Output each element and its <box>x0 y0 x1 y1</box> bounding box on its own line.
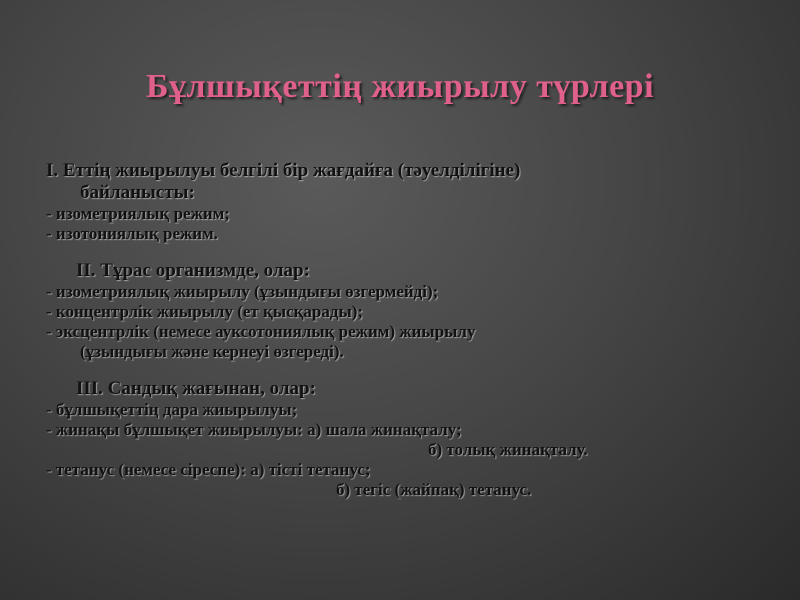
section1-item-2: - изотониялық режим. <box>46 224 218 243</box>
section3-item-2: - жинақы бұлшықет жиырылуы: а) шала жинақталу; <box>46 420 462 439</box>
section3-item-3: - тетанус (немесе сіреспе): а) тісті тетанус; <box>46 460 371 479</box>
section1-heading-continuation: байланысты: <box>80 182 195 203</box>
section2-item-1: - изометриялық жиырылу (ұзындығы өзгермейді); <box>46 282 439 301</box>
section2-item-3-continuation: (ұзындығы және кернеуі өзгереді). <box>80 342 344 361</box>
section2-item-2: - концентрлік жиырылу (ет қысқарады); <box>46 302 364 321</box>
slide-title: Бұлшықеттің жиырылу түрлері <box>145 68 655 105</box>
section2-item-3: - эксцентрлік (немесе ауксотониялық режим) жиырылу <box>46 322 476 341</box>
section3-heading: ІІІ. Сандық жағынан, олар: <box>76 378 316 399</box>
slide-content <box>46 160 766 500</box>
section3-item-3-sub-b: б) тегіс (жайпақ) тетанус. <box>336 480 532 499</box>
section1-item-1: - изометриялық режим; <box>46 204 230 223</box>
section1-heading: І. Еттің жиырылуы белгілі бір жағдайға (тәуелділігіне) <box>46 160 521 181</box>
section3-item-2-sub-b: б) толық жинақталу. <box>428 440 588 459</box>
section2-heading: ІІ. Тұрас организмде, олар: <box>76 260 310 281</box>
section3-item-1: - бұлшықеттің дара жиырылуы; <box>46 400 298 419</box>
